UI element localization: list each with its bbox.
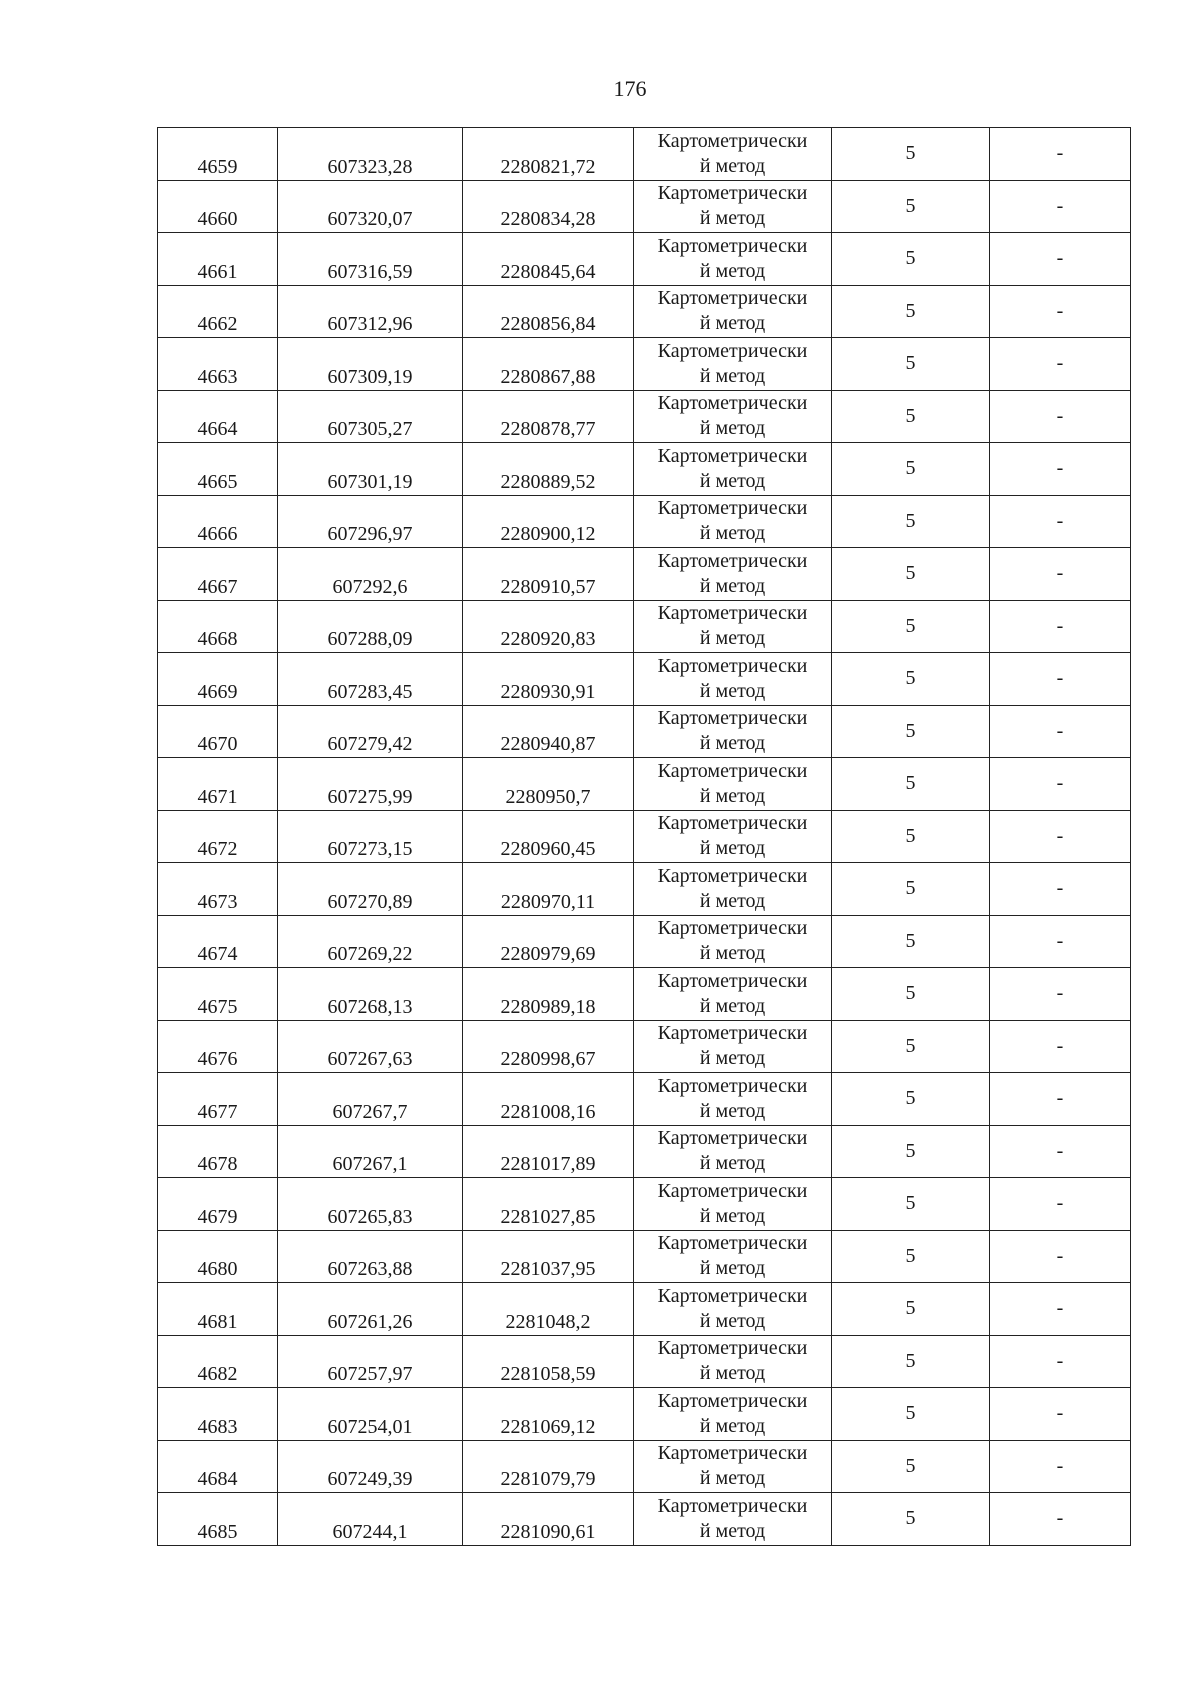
table-row xyxy=(158,1178,1131,1231)
accuracy-cell: 5 xyxy=(832,1440,990,1493)
accuracy-cell: 5 xyxy=(832,705,990,758)
table-row xyxy=(158,180,1131,233)
table-row xyxy=(158,443,1131,496)
x-coordinate-cell: 607279,42 xyxy=(278,705,463,758)
accuracy-cell: 5 xyxy=(832,1230,990,1283)
point-number-cell: 4673 xyxy=(158,863,278,916)
note-cell: - xyxy=(990,915,1131,968)
table-row xyxy=(158,548,1131,601)
note-cell: - xyxy=(990,128,1131,181)
accuracy-cell: 5 xyxy=(832,1020,990,1073)
accuracy-cell: 5 xyxy=(832,1283,990,1336)
x-coordinate-cell: 607265,83 xyxy=(278,1178,463,1231)
x-coordinate-cell: 607296,97 xyxy=(278,495,463,548)
coordinates-table xyxy=(157,127,1131,1546)
note-cell: - xyxy=(990,233,1131,286)
note-cell: - xyxy=(990,338,1131,391)
table-row xyxy=(158,233,1131,286)
method-cell: Картометрически й метод xyxy=(634,495,832,548)
accuracy-cell: 5 xyxy=(832,1178,990,1231)
accuracy-cell: 5 xyxy=(832,1493,990,1546)
accuracy-cell: 5 xyxy=(832,1335,990,1388)
point-number-cell: 4668 xyxy=(158,600,278,653)
table-row xyxy=(158,968,1131,1021)
y-coordinate-cell: 2281048,2 xyxy=(463,1283,634,1336)
note-cell: - xyxy=(990,1493,1131,1546)
note-cell: - xyxy=(990,810,1131,863)
table-row xyxy=(158,1283,1131,1336)
accuracy-cell: 5 xyxy=(832,863,990,916)
accuracy-cell: 5 xyxy=(832,968,990,1021)
point-number-cell: 4676 xyxy=(158,1020,278,1073)
method-cell: Картометрически й метод xyxy=(634,810,832,863)
point-number-cell: 4667 xyxy=(158,548,278,601)
method-cell: Картометрически й метод xyxy=(634,705,832,758)
y-coordinate-cell: 2280845,64 xyxy=(463,233,634,286)
accuracy-cell: 5 xyxy=(832,443,990,496)
x-coordinate-cell: 607244,1 xyxy=(278,1493,463,1546)
point-number-cell: 4680 xyxy=(158,1230,278,1283)
note-cell: - xyxy=(990,600,1131,653)
x-coordinate-cell: 607283,45 xyxy=(278,653,463,706)
note-cell: - xyxy=(990,390,1131,443)
table-row xyxy=(158,1335,1131,1388)
x-coordinate-cell: 607263,88 xyxy=(278,1230,463,1283)
x-coordinate-cell: 607312,96 xyxy=(278,285,463,338)
accuracy-cell: 5 xyxy=(832,1125,990,1178)
method-cell: Картометрически й метод xyxy=(634,1335,832,1388)
method-cell: Картометрически й метод xyxy=(634,600,832,653)
point-number-cell: 4672 xyxy=(158,810,278,863)
y-coordinate-cell: 2280950,7 xyxy=(463,758,634,811)
y-coordinate-cell: 2280970,11 xyxy=(463,863,634,916)
method-cell: Картометрически й метод xyxy=(634,1020,832,1073)
method-cell: Картометрически й метод xyxy=(634,1440,832,1493)
page-number: 176 xyxy=(613,76,647,101)
y-coordinate-cell: 2281079,79 xyxy=(463,1440,634,1493)
method-cell: Картометрически й метод xyxy=(634,1073,832,1126)
table-row xyxy=(158,1073,1131,1126)
x-coordinate-cell: 607292,6 xyxy=(278,548,463,601)
note-cell: - xyxy=(990,180,1131,233)
y-coordinate-cell: 2280867,88 xyxy=(463,338,634,391)
method-cell: Картометрически й метод xyxy=(634,1230,832,1283)
x-coordinate-cell: 607275,99 xyxy=(278,758,463,811)
x-coordinate-cell: 607261,26 xyxy=(278,1283,463,1336)
y-coordinate-cell: 2280821,72 xyxy=(463,128,634,181)
method-cell: Картометрически й метод xyxy=(634,180,832,233)
point-number-cell: 4662 xyxy=(158,285,278,338)
note-cell: - xyxy=(990,863,1131,916)
note-cell: - xyxy=(990,548,1131,601)
table-row xyxy=(158,1388,1131,1441)
point-number-cell: 4674 xyxy=(158,915,278,968)
table-row xyxy=(158,338,1131,391)
table-row xyxy=(158,285,1131,338)
table-body xyxy=(158,128,1131,1546)
table-row xyxy=(158,1230,1131,1283)
point-number-cell: 4661 xyxy=(158,233,278,286)
y-coordinate-cell: 2280979,69 xyxy=(463,915,634,968)
y-coordinate-cell: 2281017,89 xyxy=(463,1125,634,1178)
method-cell: Картометрически й метод xyxy=(634,1178,832,1231)
method-cell: Картометрически й метод xyxy=(634,1388,832,1441)
note-cell: - xyxy=(990,1073,1131,1126)
note-cell: - xyxy=(990,1178,1131,1231)
x-coordinate-cell: 607320,07 xyxy=(278,180,463,233)
point-number-cell: 4665 xyxy=(158,443,278,496)
method-cell: Картометрически й метод xyxy=(634,285,832,338)
table-row xyxy=(158,758,1131,811)
y-coordinate-cell: 2280960,45 xyxy=(463,810,634,863)
table-row xyxy=(158,128,1131,181)
x-coordinate-cell: 607301,19 xyxy=(278,443,463,496)
note-cell: - xyxy=(990,705,1131,758)
x-coordinate-cell: 607257,97 xyxy=(278,1335,463,1388)
x-coordinate-cell: 607267,63 xyxy=(278,1020,463,1073)
x-coordinate-cell: 607254,01 xyxy=(278,1388,463,1441)
accuracy-cell: 5 xyxy=(832,758,990,811)
x-coordinate-cell: 607267,1 xyxy=(278,1125,463,1178)
table-row xyxy=(158,600,1131,653)
x-coordinate-cell: 607323,28 xyxy=(278,128,463,181)
method-cell: Картометрически й метод xyxy=(634,968,832,1021)
method-cell: Картометрически й метод xyxy=(634,1493,832,1546)
point-number-cell: 4685 xyxy=(158,1493,278,1546)
accuracy-cell: 5 xyxy=(832,653,990,706)
accuracy-cell: 5 xyxy=(832,548,990,601)
method-cell: Картометрически й метод xyxy=(634,443,832,496)
x-coordinate-cell: 607316,59 xyxy=(278,233,463,286)
method-cell: Картометрически й метод xyxy=(634,758,832,811)
point-number-cell: 4671 xyxy=(158,758,278,811)
note-cell: - xyxy=(990,443,1131,496)
y-coordinate-cell: 2281027,85 xyxy=(463,1178,634,1231)
note-cell: - xyxy=(990,1230,1131,1283)
table-row xyxy=(158,1020,1131,1073)
note-cell: - xyxy=(990,495,1131,548)
accuracy-cell: 5 xyxy=(832,1073,990,1126)
y-coordinate-cell: 2280878,77 xyxy=(463,390,634,443)
method-cell: Картометрически й метод xyxy=(634,653,832,706)
table-row xyxy=(158,1440,1131,1493)
method-cell: Картометрически й метод xyxy=(634,915,832,968)
table-row xyxy=(158,653,1131,706)
accuracy-cell: 5 xyxy=(832,338,990,391)
y-coordinate-cell: 2281090,61 xyxy=(463,1493,634,1546)
x-coordinate-cell: 607268,13 xyxy=(278,968,463,1021)
table-row xyxy=(158,495,1131,548)
note-cell: - xyxy=(990,1125,1131,1178)
point-number-cell: 4681 xyxy=(158,1283,278,1336)
accuracy-cell: 5 xyxy=(832,390,990,443)
accuracy-cell: 5 xyxy=(832,600,990,653)
y-coordinate-cell: 2280834,28 xyxy=(463,180,634,233)
x-coordinate-cell: 607288,09 xyxy=(278,600,463,653)
x-coordinate-cell: 607269,22 xyxy=(278,915,463,968)
method-cell: Картометрически й метод xyxy=(634,233,832,286)
method-cell: Картометрически й метод xyxy=(634,128,832,181)
accuracy-cell: 5 xyxy=(832,128,990,181)
y-coordinate-cell: 2280889,52 xyxy=(463,443,634,496)
method-cell: Картометрически й метод xyxy=(634,390,832,443)
table-row xyxy=(158,390,1131,443)
y-coordinate-cell: 2281069,12 xyxy=(463,1388,634,1441)
point-number-cell: 4664 xyxy=(158,390,278,443)
point-number-cell: 4683 xyxy=(158,1388,278,1441)
table-row xyxy=(158,915,1131,968)
table-row xyxy=(158,705,1131,758)
point-number-cell: 4679 xyxy=(158,1178,278,1231)
point-number-cell: 4666 xyxy=(158,495,278,548)
note-cell: - xyxy=(990,968,1131,1021)
note-cell: - xyxy=(990,1020,1131,1073)
x-coordinate-cell: 607273,15 xyxy=(278,810,463,863)
point-number-cell: 4670 xyxy=(158,705,278,758)
method-cell: Картометрически й метод xyxy=(634,1125,832,1178)
note-cell: - xyxy=(990,758,1131,811)
table-row xyxy=(158,810,1131,863)
x-coordinate-cell: 607249,39 xyxy=(278,1440,463,1493)
x-coordinate-cell: 607305,27 xyxy=(278,390,463,443)
point-number-cell: 4677 xyxy=(158,1073,278,1126)
note-cell: - xyxy=(990,1388,1131,1441)
point-number-cell: 4660 xyxy=(158,180,278,233)
accuracy-cell: 5 xyxy=(832,180,990,233)
y-coordinate-cell: 2281058,59 xyxy=(463,1335,634,1388)
point-number-cell: 4675 xyxy=(158,968,278,1021)
note-cell: - xyxy=(990,285,1131,338)
x-coordinate-cell: 607309,19 xyxy=(278,338,463,391)
accuracy-cell: 5 xyxy=(832,233,990,286)
note-cell: - xyxy=(990,1440,1131,1493)
y-coordinate-cell: 2280989,18 xyxy=(463,968,634,1021)
x-coordinate-cell: 607267,7 xyxy=(278,1073,463,1126)
accuracy-cell: 5 xyxy=(832,285,990,338)
y-coordinate-cell: 2280856,84 xyxy=(463,285,634,338)
table-row xyxy=(158,1493,1131,1546)
point-number-cell: 4659 xyxy=(158,128,278,181)
y-coordinate-cell: 2280940,87 xyxy=(463,705,634,758)
x-coordinate-cell: 607270,89 xyxy=(278,863,463,916)
note-cell: - xyxy=(990,653,1131,706)
y-coordinate-cell: 2280930,91 xyxy=(463,653,634,706)
accuracy-cell: 5 xyxy=(832,810,990,863)
accuracy-cell: 5 xyxy=(832,915,990,968)
note-cell: - xyxy=(990,1335,1131,1388)
point-number-cell: 4682 xyxy=(158,1335,278,1388)
method-cell: Картометрически й метод xyxy=(634,863,832,916)
y-coordinate-cell: 2280910,57 xyxy=(463,548,634,601)
note-cell: - xyxy=(990,1283,1131,1336)
y-coordinate-cell: 2280920,83 xyxy=(463,600,634,653)
table-row xyxy=(158,863,1131,916)
y-coordinate-cell: 2280900,12 xyxy=(463,495,634,548)
accuracy-cell: 5 xyxy=(832,1388,990,1441)
point-number-cell: 4678 xyxy=(158,1125,278,1178)
method-cell: Картометрически й метод xyxy=(634,548,832,601)
method-cell: Картометрически й метод xyxy=(634,1283,832,1336)
point-number-cell: 4663 xyxy=(158,338,278,391)
y-coordinate-cell: 2280998,67 xyxy=(463,1020,634,1073)
y-coordinate-cell: 2281037,95 xyxy=(463,1230,634,1283)
table-row xyxy=(158,1125,1131,1178)
point-number-cell: 4684 xyxy=(158,1440,278,1493)
method-cell: Картометрически й метод xyxy=(634,338,832,391)
accuracy-cell: 5 xyxy=(832,495,990,548)
y-coordinate-cell: 2281008,16 xyxy=(463,1073,634,1126)
point-number-cell: 4669 xyxy=(158,653,278,706)
